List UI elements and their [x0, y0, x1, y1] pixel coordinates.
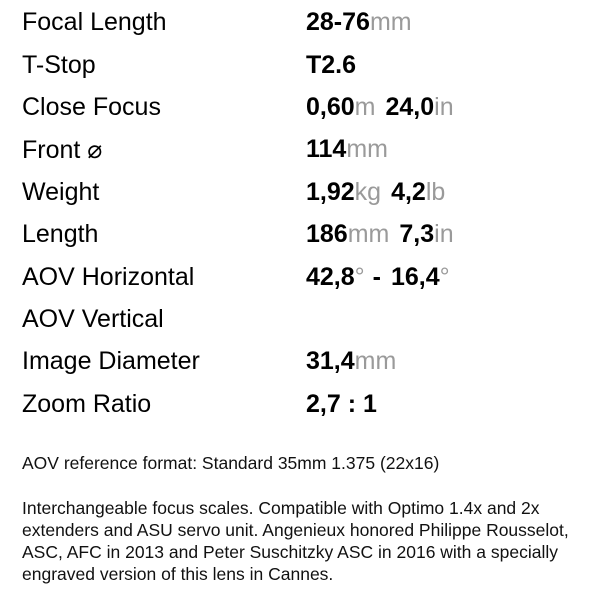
aov-reference-note: AOV reference format: Standard 35mm 1.375 (22x16)	[22, 453, 440, 473]
value-unit: lb	[425, 177, 446, 206]
spec-value	[306, 178, 445, 207]
value-number: 186	[306, 220, 348, 249]
spec-value	[306, 93, 454, 122]
spec-label: Zoom Ratio	[22, 389, 152, 418]
value-number: 4,2	[391, 177, 426, 206]
spec-value	[306, 347, 396, 376]
spec-label: Close Focus	[22, 93, 161, 122]
spec-value	[306, 390, 377, 419]
spec-label: Length	[22, 220, 99, 249]
spec-label: Front ⌀	[22, 135, 103, 164]
value-number: 28-76	[306, 7, 370, 36]
spec-label: AOV Vertical	[22, 305, 164, 334]
spec-label: Image Diameter	[22, 347, 200, 376]
value-unit: m	[354, 93, 376, 122]
value-number: 31,4	[306, 347, 355, 376]
spec-row-aov-vertical	[22, 298, 582, 340]
value-number: 24,0	[385, 93, 435, 122]
spec-row-zoom-ratio	[22, 383, 582, 425]
spec-label: Focal Length	[22, 7, 167, 36]
spec-value	[306, 135, 388, 164]
value-separator: -	[372, 262, 381, 291]
value-unit: in	[434, 93, 454, 122]
spec-row-weight	[22, 171, 582, 213]
value-number: 2,7 : 1	[306, 389, 377, 418]
spec-value	[306, 263, 450, 292]
value-number: 7,3	[399, 220, 435, 249]
spec-value	[306, 220, 454, 249]
spec-label: T-Stop	[22, 50, 96, 79]
spec-row-length	[22, 214, 582, 256]
value-number: 16,4	[391, 262, 440, 291]
spec-row-close-focus	[22, 86, 582, 128]
value-unit: in	[434, 220, 454, 249]
spec-label: AOV Horizontal	[22, 262, 195, 291]
value-number: 0,60	[306, 93, 355, 122]
value-unit: mm	[347, 220, 390, 249]
value-unit: mm	[369, 7, 412, 36]
value-unit: mm	[354, 347, 397, 376]
value-unit: mm	[346, 135, 388, 164]
spec-label: Weight	[22, 177, 100, 206]
spec-row-image-diameter	[22, 341, 582, 383]
lens-description: Interchangeable focus scales. Compatible with Optimo 1.4x and 2x extenders and ASU servo unit. Angenieux honored Philippe Rousselot, ASC, AFC in 2013 and Peter Suschitzky ASC in 2016 with a specially engraved version of this lens in Cannes.	[22, 498, 569, 584]
value-number: 114	[306, 135, 347, 164]
spec-value	[306, 8, 412, 37]
spec-row-front-diameter	[22, 129, 582, 171]
value-number: 42,8	[306, 262, 355, 291]
value-unit: kg	[354, 177, 382, 206]
value-unit: °	[439, 262, 450, 291]
spec-list	[22, 0, 582, 426]
spec-row-aov-horizontal	[22, 256, 582, 298]
spec-row-t-stop	[22, 44, 582, 86]
value-unit: °	[354, 262, 365, 291]
value-number: 1,92	[306, 177, 355, 206]
value-number: T2.6	[306, 50, 357, 79]
spec-row-focal-length	[22, 0, 582, 44]
spec-value	[306, 51, 356, 80]
